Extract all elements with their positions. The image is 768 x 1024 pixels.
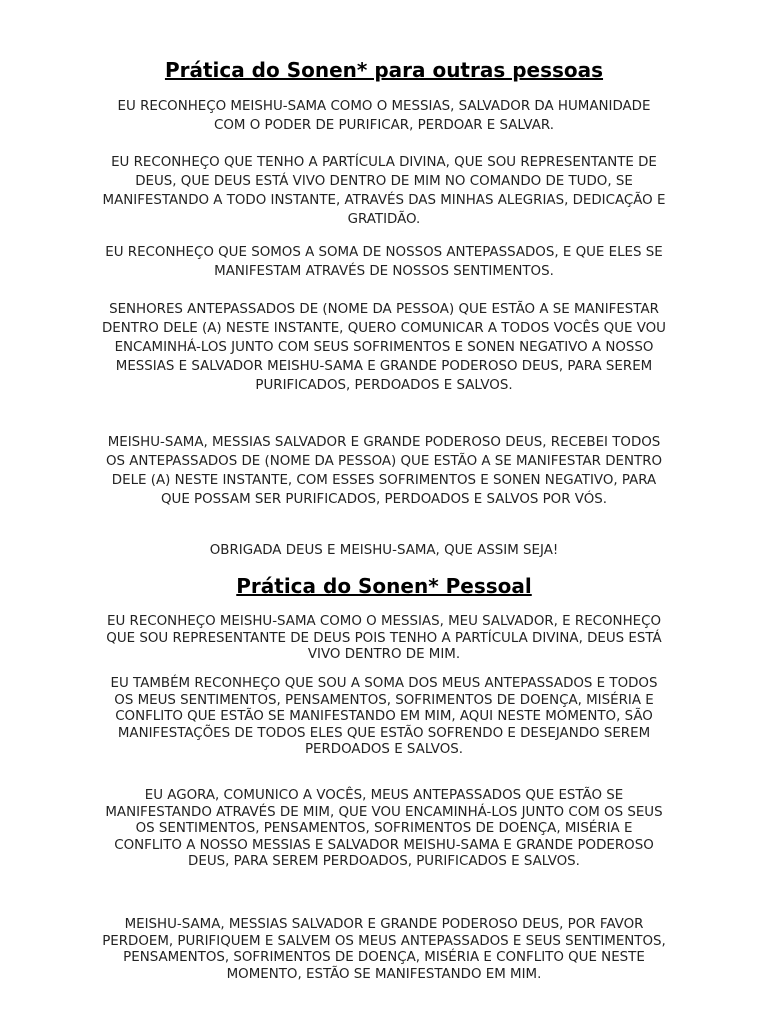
section-title-personal: Prática do Sonen* Pessoal [236, 574, 532, 598]
paragraph-recognition-messiah: EU RECONHEÇO MEISHU-SAMA COMO O MESSIAS, SALVADOR DA HUMANIDADE COM O PODER DE PURIFICAR, PERDOAR E SALVAR. [117, 99, 651, 133]
paragraph-personal-ancestors: EU TAMBÉM RECONHEÇO QUE SOU A SOMA DOS MEUS ANTEPASSADOS E TODOS OS MEUS SENTIMENTOS, PENSAMENTOS, SOFRIMENTOS DE DOENÇA, MISÉRIA E CONFLITO QUE ESTÃO SE MANIFESTANDO EM MIM, AQUI NESTE MOMENTO, SÃO MANIFESTAÇÕES DE TODOS ELES QUE ESTÃO SOFRENDO E DESEJANDO SEREM PERDOADOS E SALVOS. [110, 676, 658, 757]
paragraph-personal-plea: MEISHU-SAMA, MESSIAS SALVADOR E GRANDE PODEROSO DEUS, POR FAVOR PERDOEM, PURIFIQUEM E SALVEM OS MEUS ANTEPASSADOS E SEUS SENTIMENTOS, PENSAMENTOS, SOFRIMENTOS DE DOENÇA, MISÉRIA E CONFLITO QUE NESTE MOMENTO, ESTÃO SE MANIFESTANDO EM MIM. [102, 917, 666, 982]
section-title-others: Prática do Sonen* para outras pessoas [164, 58, 604, 82]
paragraph-receive-ancestors: MEISHU-SAMA, MESSIAS SALVADOR E GRANDE PODEROSO DEUS, RECEBEI TODOS OS ANTEPASSADOS DE (NOME DA PESSOA) QUE ESTÃO A SE MANIFESTAR DENTRO DELE (A) NESTE INSTANTE, COM ESSES SOFRIMENTOS E SONEN NEGATIVO, PARA QUE POSSAM SER PURIFICADOS, PERDOADOS E SALVOS POR VÓS. [105, 435, 663, 507]
paragraph-personal-communicate: EU AGORA, COMUNICO A VOCÊS, MEUS ANTEPASSADOS QUE ESTÃO SE MANIFESTANDO ATRAVÉS DE MIM, QUE VOU ENCAMINHÁ-LOS JUNTO COM OS SEUS OS SENTIMENTOS, PENSAMENTOS, SOFRIMENTOS DE DOENÇA, MISÉRIA E CONFLITO A NOSSO MESSIAS E SALVADOR MEISHU-SAMA E GRANDE PODEROSO DEUS, PARA SEREM PERDOADOS, PURIFICADOS E SALVOS. [105, 788, 663, 869]
paragraph-personal-recognition: EU RECONHEÇO MEISHU-SAMA COMO O MESSIAS, MEU SALVADOR, E RECONHEÇO QUE SOU REPRESENTANTE DE DEUS POIS TENHO A PARTÍCULA DIVINA, DEUS ESTÁ VIVO DENTRO DE MIM. [106, 614, 662, 662]
paragraph-divine-particle: EU RECONHEÇO QUE TENHO A PARTÍCULA DIVINA, QUE SOU REPRESENTANTE DE DEUS, QUE DEUS ESTÁ VIVO DENTRO DE MIM NO COMANDO DE TUDO, SE MANIFESTANDO A TODO INSTANTE, ATRAVÉS DAS MINHAS ALEGRIAS, DEDICAÇÃO E GRATIDÃO. [102, 155, 666, 227]
paragraph-ancestors-sum: EU RECONHEÇO QUE SOMOS A SOMA DE NOSSOS ANTEPASSADOS, E QUE ELES SE MANIFESTAM ATRAVÉS DE NOSSOS SENTIMENTOS. [105, 245, 663, 279]
paragraph-ancestors-of-person: SENHORES ANTEPASSADOS DE (NOME DA PESSOA) QUE ESTÃO A SE MANIFESTAR DENTRO DELE (A) NESTE INSTANTE, QUERO COMUNICAR A TODOS VOCÊS QUE VOU ENCAMINHÁ-LOS JUNTO COM SEUS SOFRIMENTOS E SONEN NEGATIVO A NOSSO MESSIAS E SALVADOR MEISHU-SAMA E GRANDE PODEROSO DEUS, PARA SEREM PURIFICADOS, PERDOADOS E SALVOS. [102, 302, 666, 393]
paragraph-thanks: OBRIGADA DEUS E MEISHU-SAMA, QUE ASSIM SEJA! [209, 543, 559, 558]
